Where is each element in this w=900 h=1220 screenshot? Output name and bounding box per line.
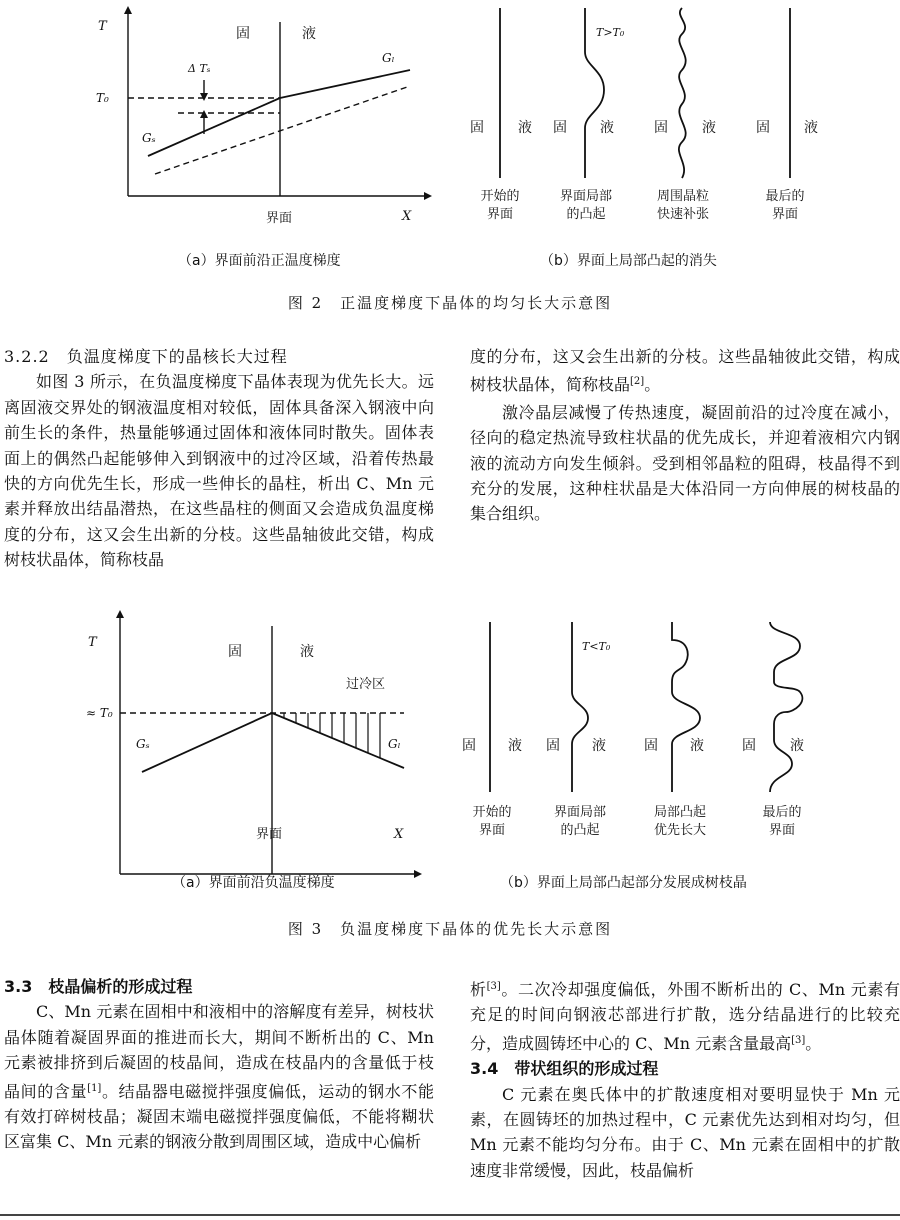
fig3b-s4-caption-2: 界面 <box>768 823 796 838</box>
fig3b-s4-solid: 固 <box>742 738 756 754</box>
fig3b-s3-solid: 固 <box>644 738 658 754</box>
citation-3b: [3] <box>791 1034 806 1046</box>
fig2b-s1-liquid: 液 <box>518 120 532 136</box>
fig2a-diagram <box>128 10 428 196</box>
fig3b-condition: T<T₀ <box>582 640 611 653</box>
bottom-rule <box>0 1214 900 1216</box>
section-3-2-2-paragraph-1 <box>4 369 434 572</box>
fig2a-dt-label: Δ Tₛ <box>188 62 211 75</box>
section-3-3-text-a: C、Mn 元素在固相中和液相中的溶解度有差异，树枝状晶体随着凝固界面的推进而长大，期间不断析出的 C、Mn 元素被排挤到后凝固的枝晶间，造成在枝晶内的含量低于枝晶间的含量 <box>4 1002 434 1101</box>
fig3b-subcaption: （b）界面上局部凸起部分发展成树枝晶 <box>500 875 747 891</box>
column-right-2 <box>470 974 900 1184</box>
fig3b-s3-caption-2: 优先长大 <box>653 823 707 838</box>
fig2b-s4-liquid: 液 <box>804 120 818 136</box>
fig3b-s1-caption-1: 开始的 <box>472 805 512 820</box>
fig2b-s3-liquid: 液 <box>702 120 716 136</box>
fig3a-gs-line <box>142 713 272 772</box>
fig3a-gl-line <box>272 713 404 768</box>
citation-3a: [3] <box>486 981 501 992</box>
fig2b-s2-caption-2: 的凸起 <box>566 207 606 222</box>
fig2b-condition: T>T₀ <box>596 26 625 39</box>
figure-2 <box>0 0 900 300</box>
section-3-3-paragraph-1 <box>4 999 434 1202</box>
section-3-2-2-paragraph-2: 激冷晶层减慢了传热速度，凝固前沿的过冷度在减小，径向的稳定热流导致柱状晶的优先成长，并迎着液相穴内钢液的流动方向发生倾斜。受到相邻晶粒的阻碍，枝晶得不到充分的发展，这种柱状晶是大体沿同一方向伸展的树枝晶的集合组织。 <box>470 402 900 524</box>
fig3a-subcaption: （a）界面前沿负温度梯度 <box>172 875 335 891</box>
fig3b-s1-solid: 固 <box>462 738 476 754</box>
section-3-3-text-b: 。结晶器电磁搅拌强度偏低，运动的钢水不能有效打碎树枝晶；凝固末端电磁搅拌强度偏低，不能将糊状区富集 C、Mn 元素的钢液分散到周围区域，造成中心偏析 <box>4 1081 434 1152</box>
fig3b-s4-liquid: 液 <box>790 738 804 754</box>
punct: 。 <box>644 375 661 395</box>
fig2a-solid-label: 固 <box>236 26 250 42</box>
fig3a-gl-label: Gₗ <box>388 737 401 751</box>
fig2a-gl-label: Gₗ <box>382 51 395 65</box>
fig2a-t-label: T <box>98 19 107 34</box>
punct-2: 。 <box>805 1033 822 1053</box>
fig2b-s1-caption-1: 开始的 <box>480 189 520 204</box>
section-3-3-text-c: 。二次冷却强度偏低，外围不断析出的 C、Mn 元素有充足的时间向钢液芯部进行扩散，选分结晶进行的比较充分，造成圆铸坯中心的 C、Mn 元素含量最高 <box>470 980 900 1053</box>
fig2b-s2-solid: 固 <box>553 120 567 136</box>
fig3b-interface-final <box>770 622 802 792</box>
fig3-caption: 图 3 负温度梯度下晶体的优先长大示意图 <box>287 920 613 938</box>
fig2b-s3-caption-2: 快速补张 <box>656 207 710 222</box>
fig2b-s3-solid: 固 <box>654 120 668 136</box>
fig3b-s3-liquid: 液 <box>690 738 704 754</box>
fig2b-interface-compensate <box>679 8 686 178</box>
section-3-3-heading: 3.3 枝晶偏析的形成过程 <box>4 977 193 996</box>
fig3a-t-label: T <box>88 635 97 650</box>
fig2-caption: 图 2 正温度梯度下晶体的均匀长大示意图 <box>287 294 613 312</box>
fig2b-s1-solid: 固 <box>470 120 484 136</box>
fig3b-s2-caption-1: 界面局部 <box>553 805 607 820</box>
fig2b-s4-caption-2: 界面 <box>771 207 799 222</box>
fig2a-subcaption: （a）界面前沿正温度梯度 <box>178 253 341 269</box>
section-3-2-2-heading: 3.2.2 负温度梯度下的晶核长大过程 <box>4 347 288 366</box>
citation-2: [2] <box>630 376 645 388</box>
fig2b-diagram <box>500 8 790 178</box>
fig3b-s1-caption-2: 界面 <box>478 823 506 838</box>
fig3b-s2-caption-2: 的凸起 <box>560 823 600 838</box>
fig2a-liquid-label: 液 <box>302 26 316 42</box>
fig3b-s2-liquid: 液 <box>592 738 606 754</box>
fig2a-gs-line <box>148 98 280 156</box>
fig3a-t0-label: ≈ T₀ <box>86 706 113 720</box>
fig3b-s1-liquid: 液 <box>508 738 522 754</box>
fig3b-s2-solid: 固 <box>546 738 560 754</box>
section-3-4-heading: 3.4 带状组织的形成过程 <box>470 1059 659 1079</box>
fig2a-x-label: X <box>402 209 412 224</box>
fig2b-s1-caption-2: 界面 <box>486 207 514 222</box>
fig3a-solid-label: 固 <box>228 644 242 660</box>
fig2a-interface-label: 界面 <box>266 211 293 226</box>
section-3-2-2-continued: 度的分布，这又会生出新的分枝。这些晶轴彼此交错，构成树枝状晶体，简称枝晶[2]。 <box>470 347 900 395</box>
fig3a-x-label: X <box>394 827 404 842</box>
fig2a-gl-line <box>280 70 410 98</box>
fig3b-s4-caption-1: 最后的 <box>762 805 802 820</box>
fig3a-gs-label: Gₛ <box>136 737 150 751</box>
figure-3 <box>0 600 900 900</box>
fig3b-s3-caption-1: 局部凸起 <box>653 805 707 820</box>
column-left-2 <box>4 974 434 1202</box>
column-right-1 <box>470 344 900 527</box>
fig2b-s4-solid: 固 <box>756 120 770 136</box>
fig3b-interface-growth <box>672 622 700 792</box>
fig2b-s3-caption-1: 周围晶粒 <box>656 189 710 204</box>
fig2b-s2-caption-1: 界面局部 <box>559 189 613 204</box>
section-3-4-paragraph-1: C 元素在奥氏体中的扩散速度相对要明显快于 Mn 元素，在圆铸坯的加热过程中，C 元素优先达到相对均匀，但 Mn 元素不能均匀分布。由于 C、Mn 元素在固相中的扩散速度非常缓慢，因此，枝晶偏析 <box>470 1084 900 1180</box>
fig2a-t0-label: T₀ <box>96 91 109 105</box>
fig3a-zone-label: 过冷区 <box>346 677 386 692</box>
fig2b-subcaption: （b）界面上局部凸起的消失 <box>540 253 717 269</box>
fig3a-interface-label: 界面 <box>256 827 283 842</box>
column-left-1 <box>4 344 434 572</box>
fig2b-s2-liquid: 液 <box>600 120 614 136</box>
fig3b-diagram <box>490 622 802 792</box>
fig2a-equilibrium-dashed <box>155 86 410 174</box>
fig2a-gs-label: Gₛ <box>142 131 156 145</box>
citation-1: [1] <box>87 1082 102 1094</box>
section-3-3-continued: 析[3]。二次冷却强度偏低，外围不断析出的 C、Mn 元素有充足的时间向钢液芯部进行扩散，选分结晶进行的比较充分，造成圆铸坯中心的 C、Mn 元素含量最高[3]。 <box>470 980 900 1053</box>
fig3a-liquid-label: 液 <box>300 644 314 660</box>
section-3-2-2-text: 如图 3 所示，在负温度梯度下晶体表现为优先长大。远离固液交界处的钢液温度相对较低，固体具备深入钢液中向前生长的条件，热量能够通过固体和液体同时散失。固体表面上的偶然凸起能够伸入到钢液中的过冷区域，沿着传热最快的方向优先生长，形成一些伸长的晶柱，析出 C、Mn 元素并释放出结晶潜热，在这些晶柱的侧面又会造成负温度梯度的分布，这又会生出新的分枝。这些晶轴彼此交错，构成树枝状晶体，简称枝晶 <box>4 372 434 570</box>
fig2b-s4-caption-1: 最后的 <box>765 189 805 204</box>
